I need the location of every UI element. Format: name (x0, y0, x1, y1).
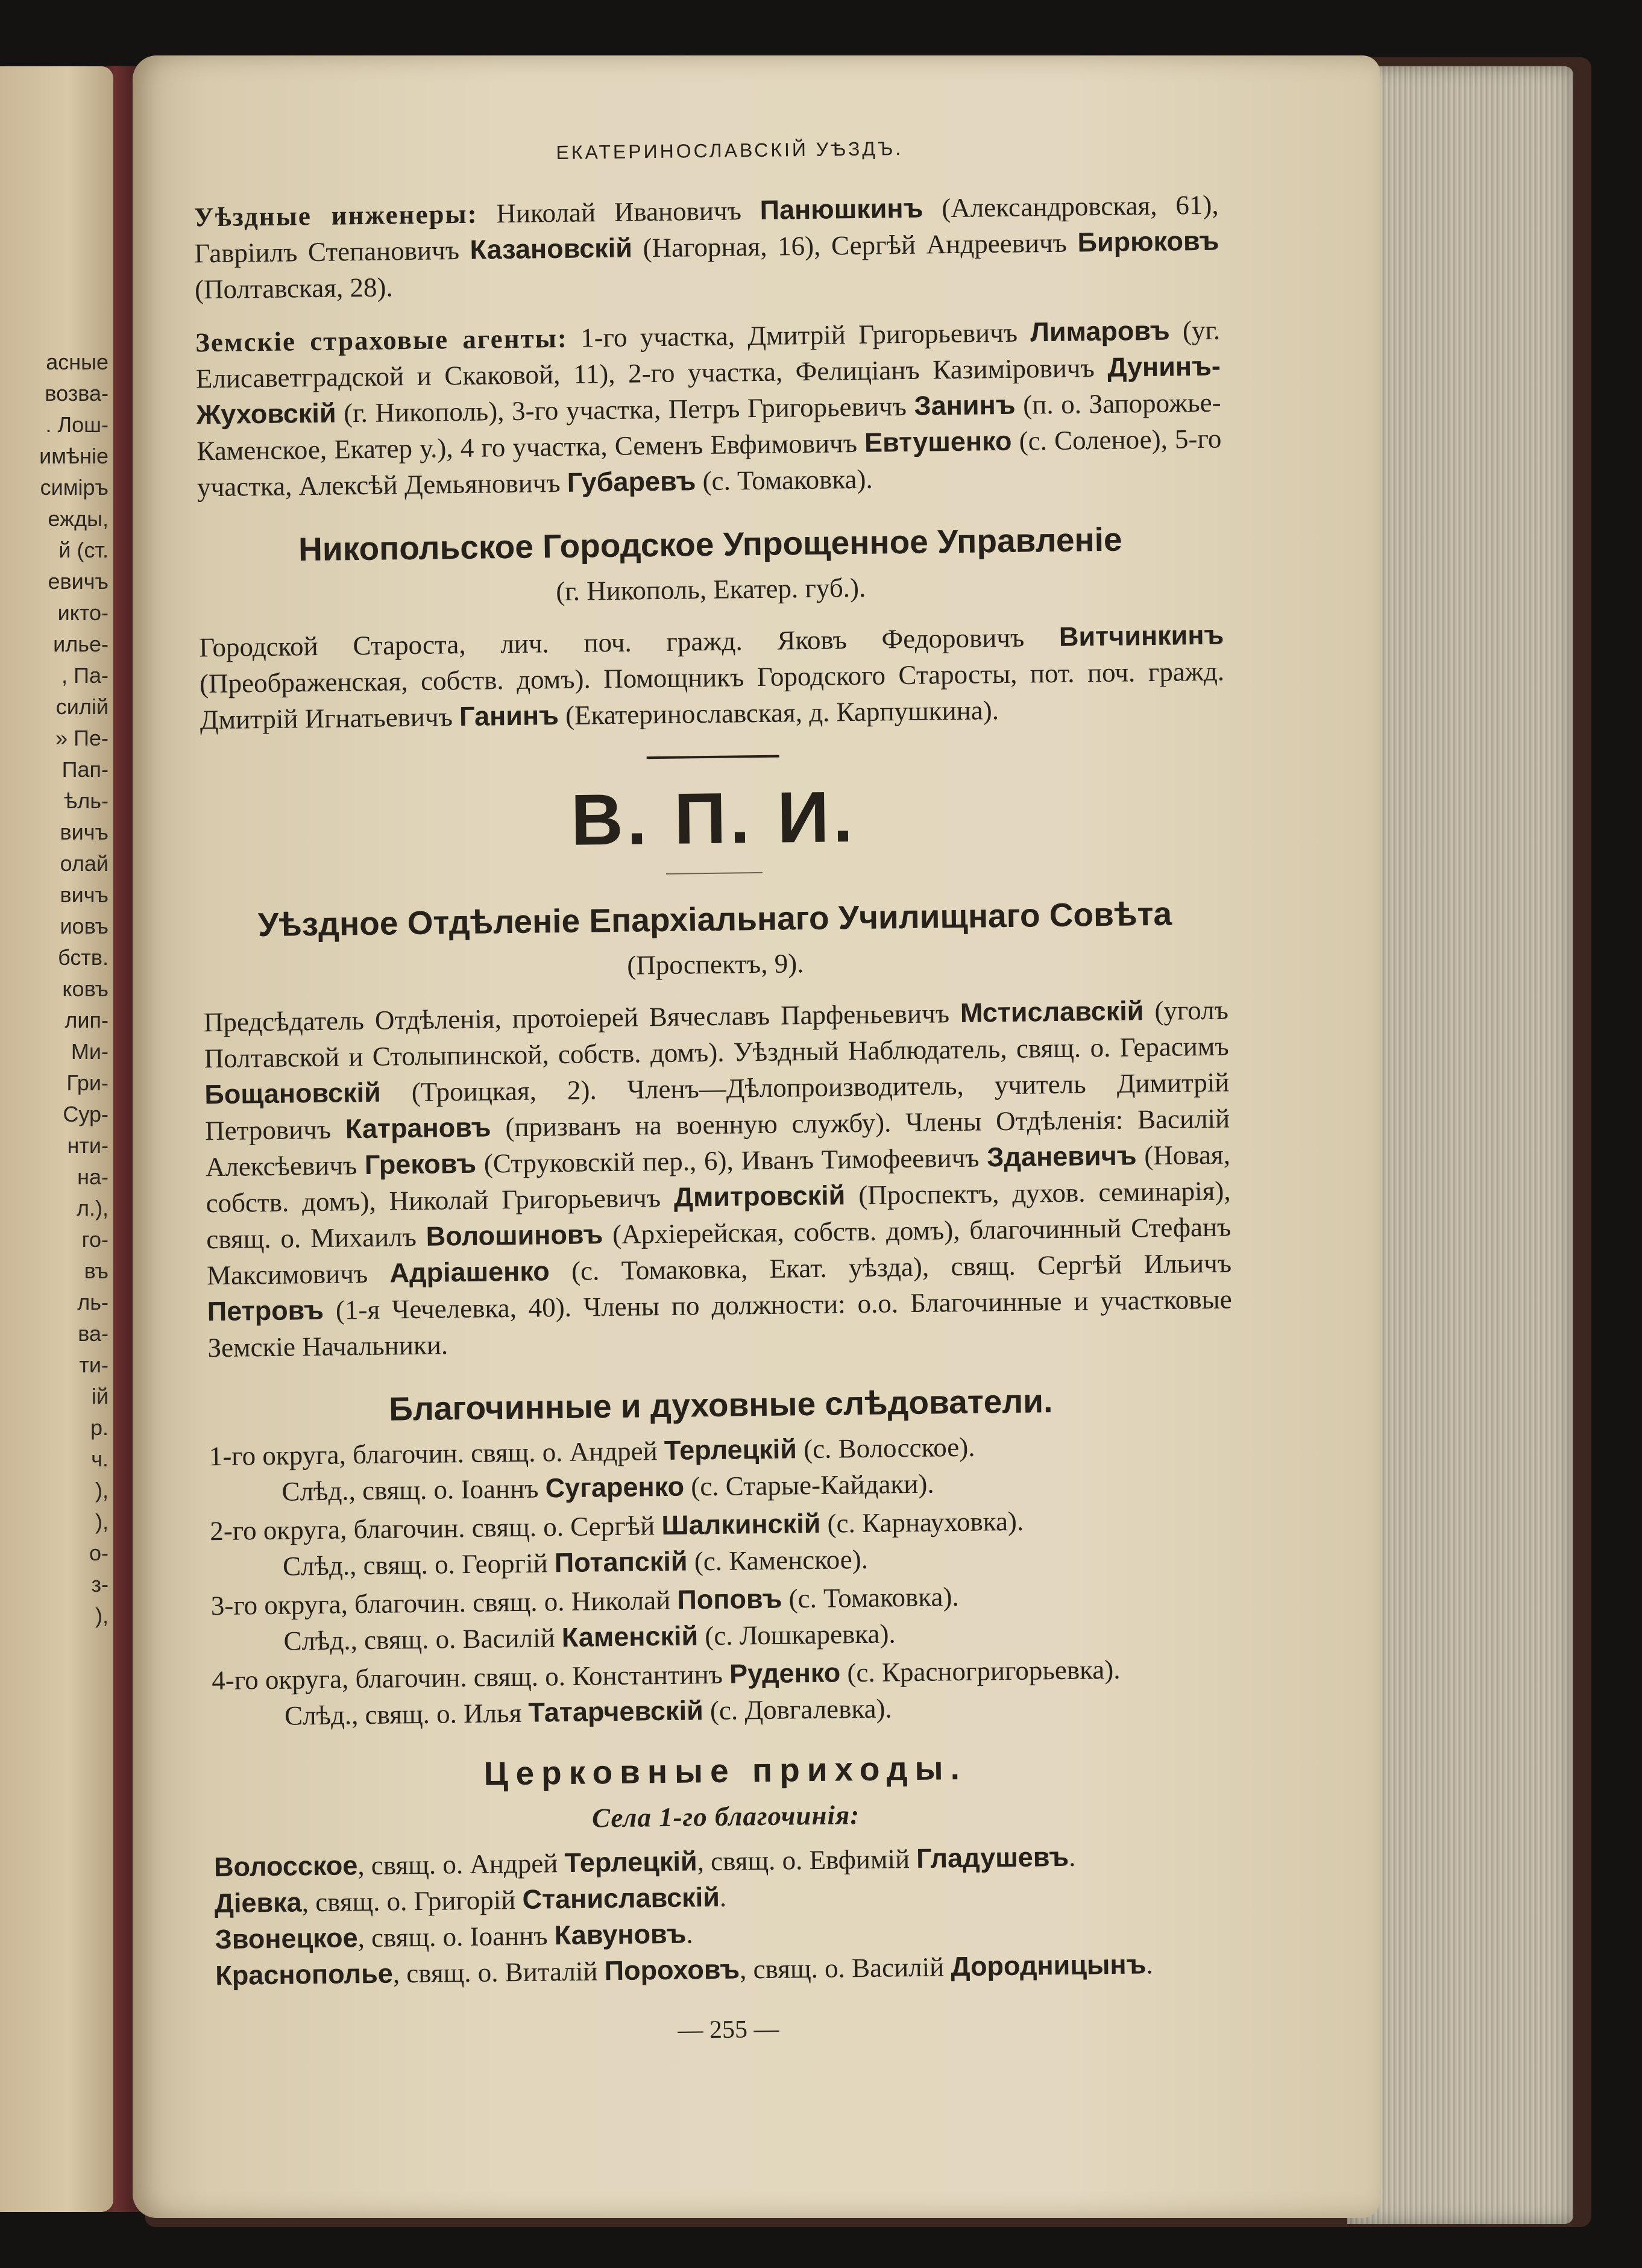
surname: Шалкинскій (661, 1507, 821, 1541)
text: , свящ. о. Іоаннъ (357, 1920, 548, 1953)
text: , свящ. о. Григорій (301, 1885, 516, 1918)
surname: Гладушевъ (916, 1841, 1069, 1874)
agents-paragraph (195, 312, 1222, 506)
prev-page-fragment: ежды, (48, 506, 109, 531)
text: (с. Красногригорьевка). (847, 1654, 1121, 1688)
surname: Каменскій (561, 1620, 699, 1653)
surname: Пороховъ (604, 1953, 740, 1987)
text: (с. Карнауховка). (827, 1506, 1024, 1539)
prev-page-fragment: , Па- (61, 663, 109, 688)
surname: Волошиновъ (426, 1219, 603, 1252)
text: (Преображенская, собств. домъ). Помощникъ Городского Старосты, пот. поч. гражд. Дмитрій Игнатьевичъ (199, 656, 1225, 735)
text: , свящ. о. Виталій (392, 1956, 598, 1989)
text: Слѣд., свящ. о. Іоаннъ (282, 1473, 539, 1507)
text: (Струковскій пер., 6), Иванъ Тимофеевичъ (483, 1142, 980, 1179)
prev-page-fragment: нти- (67, 1133, 109, 1158)
surname: Потапскій (554, 1545, 688, 1578)
engineers-heading: Уѣздные инженеры: (193, 198, 478, 233)
section-divider (647, 755, 779, 759)
vpi-title: В. П. И. (570, 776, 857, 861)
page-block-edges (1347, 66, 1573, 2224)
council-title: Уѣздное Отдѣленіе Епархіальнаго Училищнаго Совѣта (257, 894, 1172, 944)
text: (1-я Чечелевка, 40). Члены по должности: о.о. Благочинные и участковые Земскіе Начальники. (207, 1284, 1233, 1363)
prev-page-fragment: ч. (91, 1447, 109, 1471)
deanery-item (212, 1650, 1237, 1735)
prev-page-fragment: ѣль- (64, 788, 109, 813)
text: (Новая, собств. домъ), Николай Григорьевичъ (206, 1139, 1231, 1219)
text: Слѣд., свящ. о. Илья (284, 1697, 522, 1731)
text: (с. Лошкаревка). (705, 1618, 896, 1651)
text: (призванъ на военную службу). Члены Отдѣленія: Василій Алексѣевичъ (205, 1103, 1230, 1183)
prev-page-fragment: ), (95, 1509, 109, 1534)
running-head: ЕКАТЕРИНОСЛАВСКІЙ УѢЗДЪ. (556, 137, 904, 164)
text: (Нагорная, 16), Сергѣй Андреевичъ (643, 227, 1068, 263)
deanery-item (210, 1500, 1235, 1585)
text: (г. Никополь), 3-го участка, Петръ Григорьевичъ (343, 391, 907, 429)
agents-heading: Земскіе страховые агенты: (195, 322, 568, 358)
text: 2-го округа, благочин. свящ. о. Сергѣй (209, 1510, 655, 1547)
prev-page-fragment: на- (77, 1164, 109, 1189)
nikopol-subtitle: (г. Никополь, Екатер. губ.). (556, 572, 866, 607)
parishes-subtitle: Села 1-го благочинія: (591, 1800, 860, 1833)
text: (с. Томаковка). (702, 463, 873, 497)
prev-page-fragment: въ (84, 1258, 109, 1283)
village-name: Волосское (213, 1850, 358, 1883)
prev-page-fragment: Гри- (66, 1070, 109, 1095)
text: , свящ. о. Василій (739, 1952, 945, 1985)
text: (уг. Елисаветградской и Скаковой, 11), 2-го участка, Фелиціанъ Казиміровичъ (195, 315, 1221, 394)
text: 1-го участка, Дмитрій Григорьевичъ (580, 317, 1018, 353)
text: (п. о. Запорожье-Каменское, Екатер у.), 4 го участка, Семенъ Евфимовичъ (197, 387, 1221, 466)
nikopol-paragraph (199, 617, 1225, 738)
surname: Мстиславскій (960, 995, 1144, 1028)
surname: Витчинкинъ (1058, 619, 1224, 652)
surname: Адріашенко (389, 1255, 550, 1289)
text: (Полтавская, 28). (194, 272, 393, 305)
surname: Дунинъ-Жуховскій (196, 350, 1221, 430)
prev-page-fragment: Ми- (71, 1039, 109, 1064)
engineers-paragraph (193, 187, 1219, 308)
surname: Лимаровъ (1030, 315, 1170, 348)
prev-page-fragment: имѣніе (39, 444, 109, 468)
text: . (719, 1882, 727, 1912)
council-paragraph (204, 992, 1233, 1366)
surname: Дмитровскій (673, 1180, 846, 1213)
prev-page-fragment: бств. (58, 945, 109, 970)
parishes-list (214, 1836, 1241, 1994)
prev-page-fragment: вичъ (60, 820, 109, 844)
prev-page-fragment: икто- (57, 600, 109, 625)
surname: Татарчевскій (528, 1695, 703, 1728)
surname: Грековъ (364, 1148, 477, 1181)
text: Предсѣдатель Отдѣленія, протоіерей Вячеславъ Парфеньевичъ (203, 998, 950, 1038)
page-text (193, 127, 1241, 2055)
council-subtitle: (Проспектъ, 9). (627, 948, 804, 981)
surname: Руденко (729, 1657, 841, 1689)
prev-page-fragment: вичъ (60, 882, 109, 907)
text: Городской Староста, лич. поч. гражд. Яковъ Федоровичъ (199, 622, 1025, 663)
nikopol-title: Никопольское Городское Упрощенное Управленіе (298, 520, 1122, 568)
prev-page-fragment: возва- (45, 381, 109, 406)
thin-divider (666, 872, 763, 875)
prev-page-fragment: ти- (79, 1352, 109, 1377)
text: (с. Волосское). (803, 1431, 975, 1465)
prev-page-fragment: ій (91, 1384, 109, 1409)
text: Николай Ивановичъ (496, 195, 742, 229)
surname: Терлецкій (564, 1845, 697, 1879)
text: (с. Соленое), 5-го участка, Алексѣй Демьяновичъ (197, 423, 1222, 503)
surname: Ганинъ (459, 700, 559, 732)
text: 3-го округа, благочин. свящ. о. Николай (210, 1585, 671, 1621)
prev-page-fragment: евичъ (48, 569, 109, 594)
surname: Зданевичъ (986, 1140, 1137, 1173)
prev-page-fragment: ), (95, 1603, 109, 1628)
text: (Троицкая, 2). Членъ—Дѣлопроизводитель, учитель Димитрій Петровичъ (204, 1067, 1230, 1146)
surname: Дородницынъ (951, 1949, 1147, 1982)
deanery-item (210, 1575, 1236, 1660)
prev-page-fragment: р. (90, 1415, 109, 1440)
text: 1-го округа, благочин. свящ. о. Андрей (209, 1436, 658, 1472)
surname: Катрановъ (345, 1111, 491, 1145)
prev-page-fragment: ва- (78, 1321, 109, 1346)
deaneries-list (209, 1425, 1237, 1735)
text: , свящ. о. Евфимій (697, 1844, 910, 1877)
text: Слѣд., свящ. о. Георгій (282, 1548, 548, 1582)
text: (с. Каменское). (694, 1544, 869, 1577)
village-name: Діевка (214, 1886, 302, 1919)
prev-page-fragment: з- (91, 1572, 109, 1597)
prev-page-fragment: Пап- (61, 757, 109, 782)
surname: Поповъ (677, 1583, 782, 1615)
parishes-title: Церковные приходы. (483, 1748, 967, 1792)
surname: Панюшкинъ (760, 192, 923, 225)
text: (с. Довгалевка). (709, 1693, 893, 1726)
prev-page-fragment: Сур- (63, 1102, 109, 1126)
previous-page-edge (0, 66, 113, 2212)
prev-page-fragment: симіръ (40, 475, 109, 500)
text: . (1146, 1949, 1153, 1980)
prev-page-fragment: ильe- (53, 632, 109, 656)
prev-page-fragment: . Лош- (45, 412, 109, 437)
prev-page-fragment: » Пе- (55, 726, 109, 750)
prev-page-fragment: о- (89, 1541, 109, 1565)
prev-page-fragment: л.), (77, 1196, 109, 1220)
deanery-item (209, 1425, 1234, 1510)
prev-page-fragment: ), (95, 1478, 109, 1503)
text: (с. Старые-Кайдаки). (690, 1468, 934, 1502)
surname: Занинъ (914, 389, 1016, 421)
surname: Евтушенко (864, 425, 1012, 458)
surname: Станиславскій (522, 1881, 720, 1915)
text: , свящ. о. Андрей (357, 1848, 558, 1881)
prev-page-fragment: иовъ (60, 914, 109, 938)
text: . (1068, 1841, 1076, 1872)
prev-page-fragment: олай (60, 851, 109, 876)
text: (Александровская, 61), Гавріилъ Степановичъ (194, 189, 1219, 269)
prev-page-fragment: ль- (77, 1290, 109, 1315)
text: 4-го округа, благочин. свящ. о. Константинъ (212, 1659, 723, 1696)
deaneries-title: Благочинные и духовные слѣдователи. (388, 1382, 1053, 1428)
text: (Проспектъ, духов. семинарія), свящ. о. Михаилъ (206, 1175, 1231, 1255)
surname: Сугаренко (545, 1471, 685, 1504)
village-name: Звонецкое (215, 1922, 358, 1955)
text: . (686, 1918, 693, 1949)
text: (Екатеринославская, д. Карпушкина). (565, 695, 999, 730)
prev-page-fragment: ковъ (62, 976, 109, 1001)
prev-page-fragment: асные (46, 350, 109, 374)
prev-page-fragment: го- (81, 1227, 109, 1252)
surname: Бирюковъ (1077, 225, 1219, 258)
village-name: Краснополье (215, 1958, 394, 1991)
surname: Кавуновъ (554, 1918, 687, 1951)
text: Слѣд., свящ. о. Василій (283, 1622, 555, 1656)
page-number: — 255 — (678, 2015, 779, 2044)
text: (с. Томаковка). (788, 1582, 959, 1614)
surname: Губаревъ (567, 465, 696, 498)
text: (с. Томаковка, Екат. уѣзда), свящ. Сергѣй Ильичъ (571, 1248, 1232, 1286)
prev-page-fragment: й (ст. (58, 538, 109, 562)
surname: Бощановскій (204, 1076, 382, 1110)
prev-page-fragment: силій (55, 694, 109, 719)
text: (Архіерейская, собств. домъ), благочинный Стефанъ Максимовичъ (206, 1211, 1232, 1291)
surname: Петровъ (207, 1294, 324, 1327)
prev-page-fragment: лип- (64, 1008, 109, 1032)
text: (уголъ Полтавской и Столыпинской, собств. домъ). Уѣздный Наблюдатель, свящ. о. Герасимъ (204, 994, 1229, 1074)
surname: Терлецкій (664, 1433, 797, 1466)
surname: Казановскій (470, 232, 633, 265)
